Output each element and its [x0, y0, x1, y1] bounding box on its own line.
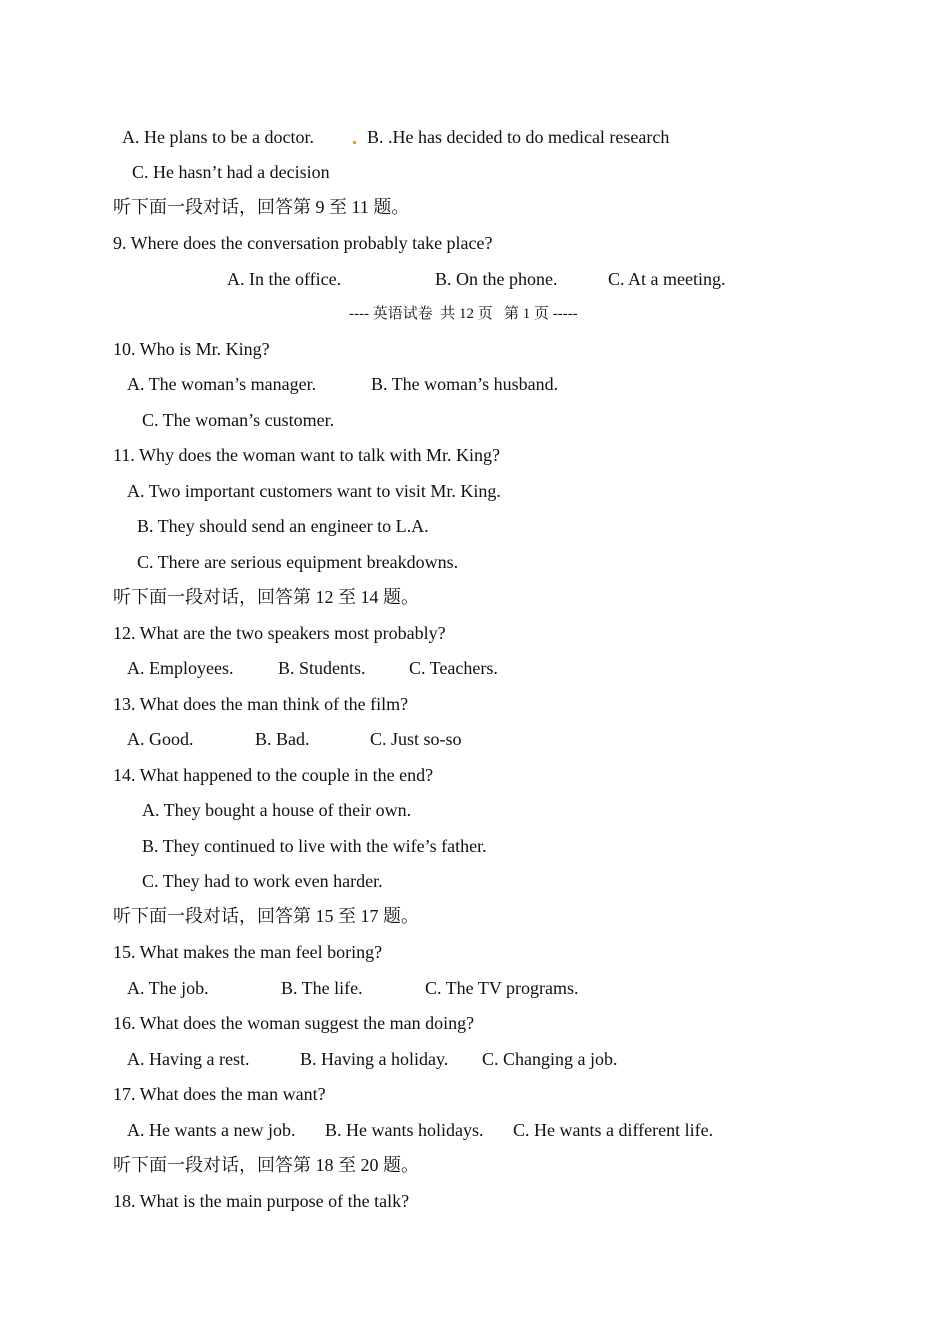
- q9-question: 9. Where does the conversation probably take place?: [113, 233, 493, 253]
- q13-option-a: A. Good.: [127, 729, 194, 749]
- q14-option-c: C. They had to work even harder.: [142, 871, 383, 891]
- q11-option-c: C. There are serious equipment breakdowns.: [137, 552, 459, 572]
- q18-question: 18. What is the main purpose of the talk?: [113, 1191, 410, 1211]
- q13-question: 13. What does the man think of the film?: [113, 694, 409, 714]
- q15-question: 15. What makes the man feel boring?: [113, 942, 383, 962]
- q11-option-b: B. They should send an engineer to L.A.: [137, 516, 429, 536]
- q8-option-a: A. He plans to be a doctor.: [122, 127, 314, 147]
- q10-option-b: B. The woman’s husband.: [371, 374, 559, 394]
- q9-option-a: A. In the office.: [227, 269, 342, 289]
- q8-option-c: C. He hasn’t had a decision: [132, 162, 330, 182]
- q13-option-b: B. Bad.: [255, 729, 310, 749]
- q16-option-b: B. Having a holiday.: [300, 1049, 449, 1069]
- q17-option-b: B. He wants holidays.: [325, 1120, 484, 1140]
- q9-option-c: C. At a meeting.: [608, 269, 726, 289]
- section-instruction-15-17: 听下面一段对话，回答第 15 至 17 题。: [113, 906, 419, 926]
- q10-option-a: A. The woman’s manager.: [127, 374, 317, 394]
- q11-question: 11. Why does the woman want to talk with Mr. King?: [113, 445, 500, 465]
- q17-option-c: C. He wants a different life.: [513, 1120, 714, 1140]
- section-instruction-12-14: 听下面一段对话，回答第 12 至 14 题。: [113, 587, 419, 607]
- stray-dot-mark: [353, 141, 356, 144]
- q12-option-c: C. Teachers.: [409, 658, 498, 678]
- q11-option-a: A. Two important customers want to visit Mr. King.: [127, 481, 501, 501]
- q14-option-a: A. They bought a house of their own.: [142, 800, 412, 820]
- q17-question: 17. What does the man want?: [113, 1084, 326, 1104]
- q9-option-b: B. On the phone.: [435, 269, 558, 289]
- q14-option-b: B. They continued to live with the wife’s father.: [142, 836, 487, 856]
- q15-option-b: B. The life.: [281, 978, 363, 998]
- q16-question: 16. What does the woman suggest the man doing?: [113, 1013, 475, 1033]
- q14-question: 14. What happened to the couple in the end?: [113, 765, 434, 785]
- q16-option-a: A. Having a rest.: [127, 1049, 250, 1069]
- section-instruction-18-20: 听下面一段对话，回答第 18 至 20 题。: [113, 1155, 419, 1175]
- page-footer: ---- 英语试卷 共 12 页 第 1 页 -----: [349, 306, 578, 322]
- q12-option-b: B. Students.: [278, 658, 366, 678]
- q12-option-a: A. Employees.: [127, 658, 234, 678]
- q15-option-c: C. The TV programs.: [425, 978, 579, 998]
- q8-option-b: B. .He has decided to do medical research: [367, 127, 670, 147]
- q16-option-c: C. Changing a job.: [482, 1049, 618, 1069]
- q17-option-a: A. He wants a new job.: [127, 1120, 296, 1140]
- section-instruction-9-11: 听下面一段对话，回答第 9 至 11 题。: [113, 197, 410, 217]
- q13-option-c: C. Just so-so: [370, 729, 462, 749]
- q10-option-c: C. The woman’s customer.: [142, 410, 335, 430]
- q15-option-a: A. The job.: [127, 978, 209, 998]
- q12-question: 12. What are the two speakers most probably?: [113, 623, 446, 643]
- q10-question: 10. Who is Mr. King?: [113, 339, 270, 359]
